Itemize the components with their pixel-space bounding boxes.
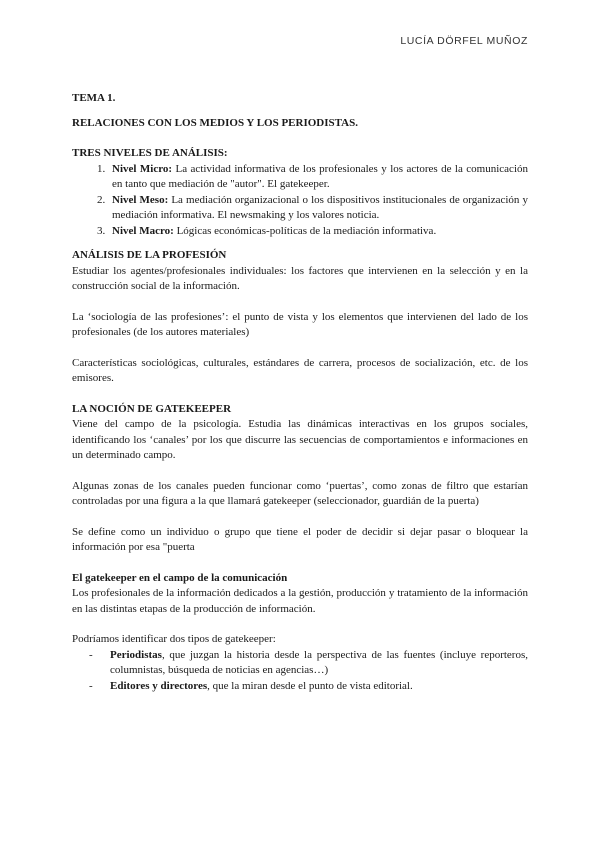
dash-bullet: - bbox=[89, 648, 93, 661]
profesion-heading: ANÁLISIS DE LA PROFESIÓN bbox=[72, 249, 227, 261]
comunicacion-heading: El gatekeeper en el campo de la comunicación bbox=[72, 571, 288, 584]
nivel-label: Nivel Meso: bbox=[112, 193, 169, 206]
profesion-paragraph-3: Características sociológicas, culturales, estándares de carrera, procesos de socialización, etc. de los emisores. bbox=[72, 356, 528, 384]
niveles-heading: TRES NIVELES DE ANÁLISIS: bbox=[72, 147, 228, 159]
header-author: LUCÍA DÖRFEL MUÑOZ bbox=[400, 35, 528, 47]
nivel-item bbox=[108, 162, 528, 193]
tema-number: TEMA 1. bbox=[72, 92, 116, 104]
nivel-text: La mediación organizacional o los dispositivos institucionales de organización y mediación informativa. El newsmaking y los valores noticia. bbox=[112, 193, 528, 221]
document-body bbox=[72, 91, 528, 694]
nivel-item bbox=[108, 224, 528, 240]
nivel-item bbox=[108, 193, 528, 224]
nivel-label: Nivel Macro: bbox=[112, 224, 174, 237]
type-text: , que la miran desde el punto de vista editorial. bbox=[207, 679, 413, 692]
nivel-label: Nivel Micro: bbox=[112, 162, 173, 175]
type-text: , que juzgan la historia desde la perspectiva de las fuentes (incluye reporteros, columnistas, búsqueda de noticias en agencias…) bbox=[110, 648, 528, 676]
gatekeeper-type-item bbox=[89, 679, 528, 695]
dash-bullet: - bbox=[89, 679, 93, 692]
gatekeeper-type-item bbox=[89, 648, 528, 679]
niveles-list bbox=[72, 162, 528, 240]
type-label: Periodistas bbox=[110, 648, 162, 661]
comunicacion-paragraph-1: Los profesionales de la información dedicados a la gestión, producción y tratamiento de la información en las distintas etapas de la producción de información. bbox=[72, 587, 528, 615]
tema-title: RELACIONES CON LOS MEDIOS Y LOS PERIODISTAS. bbox=[72, 116, 358, 129]
gatekeeper-paragraph-2: Algunas zonas de los canales pueden funcionar como ‘puertas’, como zonas de filtro que estarían controladas por una figura a la que llamará gatekeeper (seleccionador, guardián de la puerta) bbox=[72, 479, 528, 507]
nivel-text: Lógicas económicas-políticas de la mediación informativa. bbox=[173, 224, 437, 237]
profesion-paragraph-2: La ‘sociología de las profesiones’: el punto de vista y los elementos que intervienen del lado de los profesionales (de los autores materiales) bbox=[72, 310, 528, 338]
type-label: Editores y directores bbox=[110, 679, 208, 692]
comunicacion-paragraph-2: Podríamos identificar dos tipos de gatekeeper: bbox=[72, 633, 276, 645]
gatekeeper-heading: LA NOCIÓN DE GATEKEEPER bbox=[72, 402, 232, 415]
profesion-paragraph-1: Estudiar los agentes/profesionales individuales: los factores que intervienen en la selección y en la construcción social de la información. bbox=[72, 264, 528, 292]
gatekeeper-paragraph-1: Viene del campo de la psicología. Estudia las dinámicas interactivas en los grupos sociales, identificando los ‘canales’ por los que discurre las secuencias de comportamientos e informaciones en un determinado campo. bbox=[72, 418, 528, 461]
gatekeeper-paragraph-3: Se define como un individuo o grupo que tiene el poder de decidir si dejar pasar o bloquear la información por esa "puerta bbox=[72, 525, 528, 553]
nivel-text: La actividad informativa de los profesionales y los actores de la comunicación en tanto que mediación de "autor". El gatekeeper. bbox=[112, 162, 529, 190]
gatekeeper-types-list bbox=[72, 648, 528, 695]
